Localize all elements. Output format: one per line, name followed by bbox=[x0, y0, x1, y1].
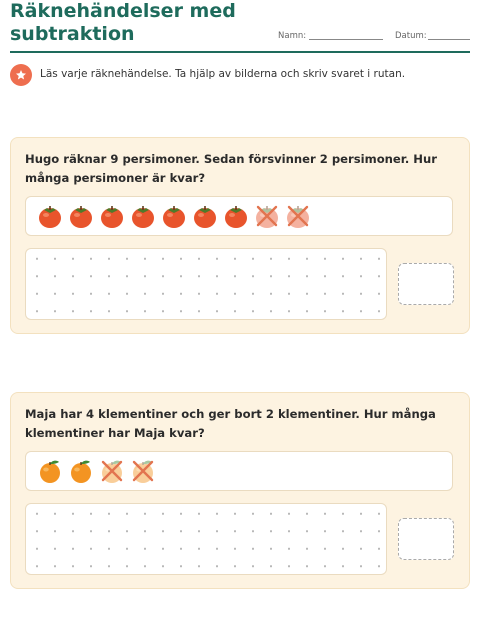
header-divider bbox=[10, 51, 470, 53]
persimmon-icon bbox=[284, 202, 312, 230]
clementine-icon bbox=[98, 457, 126, 485]
answer-box[interactable] bbox=[398, 263, 454, 305]
persimmon-icon bbox=[67, 202, 95, 230]
instructions bbox=[10, 63, 470, 87]
star-icon bbox=[10, 64, 32, 86]
clementine-icon bbox=[36, 457, 64, 485]
persimmon-icon bbox=[36, 202, 64, 230]
persimmon-icon bbox=[160, 202, 188, 230]
title-line-1: Räknehändelser med bbox=[10, 0, 236, 22]
date-label: Datum: bbox=[395, 31, 427, 41]
answer-box[interactable] bbox=[398, 518, 454, 560]
persimmon-icon bbox=[222, 202, 250, 230]
problem-question: Hugo räknar 9 persimoner. Sedan försvinner 2 persimoner. Hur många persimoner är kvar? bbox=[25, 152, 437, 185]
persimmon-icon bbox=[98, 202, 126, 230]
worksheet-title bbox=[10, 0, 270, 46]
persimmon-icon bbox=[253, 202, 281, 230]
name-label: Namn: bbox=[278, 31, 307, 41]
fruit-strip bbox=[25, 196, 453, 236]
problem-card-2 bbox=[10, 392, 470, 589]
problem-question: Maja har 4 klementiner och ger bort 2 klementiner. Hur många klementiner har Maja kvar? bbox=[25, 407, 436, 440]
problem-card-1 bbox=[10, 137, 470, 334]
name-line[interactable] bbox=[309, 39, 383, 40]
title-line-2: subtraktion bbox=[10, 23, 135, 45]
date-line[interactable] bbox=[428, 39, 470, 40]
clementine-icon bbox=[129, 457, 157, 485]
clementine-icon bbox=[67, 457, 95, 485]
dotted-work-area[interactable] bbox=[25, 248, 387, 320]
persimmon-icon bbox=[191, 202, 219, 230]
worksheet-header bbox=[10, 0, 470, 52]
persimmon-icon bbox=[129, 202, 157, 230]
fruit-strip bbox=[25, 451, 453, 491]
dotted-work-area[interactable] bbox=[25, 503, 387, 575]
instructions-text: Läs varje räknehändelse. Ta hjälp av bilderna och skriv svaret i rutan. bbox=[40, 68, 406, 80]
